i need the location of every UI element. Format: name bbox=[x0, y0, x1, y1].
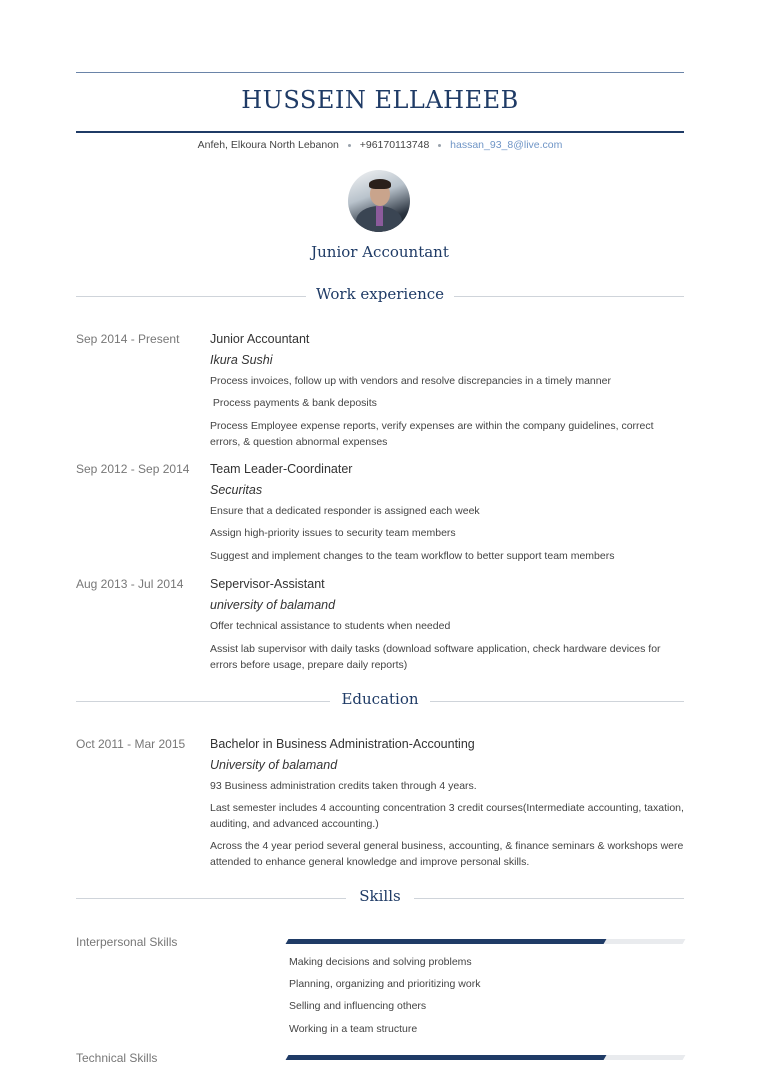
job-org: Ikura Sushi bbox=[210, 353, 273, 367]
section-divider bbox=[414, 898, 684, 899]
section-title-work: Work experience bbox=[315, 285, 445, 303]
job-bullet: Ensure that a dedicated responder is assigned each week bbox=[210, 505, 480, 517]
skill-category: Interpersonal Skills bbox=[76, 935, 178, 949]
skill-level-fill bbox=[286, 939, 606, 944]
education-bullet: Across the 4 year period several general business, accounting, & finance seminars & workshops were attended to enhance general knowledge and improve personal skills. bbox=[210, 840, 684, 868]
skill-item: Working in a team structure bbox=[289, 1023, 418, 1035]
section-title-education: Education bbox=[341, 690, 419, 708]
education-dates: Oct 2011 - Mar 2015 bbox=[76, 737, 186, 751]
separator-dot-icon bbox=[438, 144, 441, 147]
job-bullet: Assist lab supervisor with daily tasks (download software application, check hardware devices for errors before usage, prepare daily reports) bbox=[210, 643, 661, 671]
job-bullet: Process payments & bank deposits bbox=[210, 397, 377, 409]
phone: +96170113748 bbox=[359, 139, 430, 151]
education-bullet: Last semester includes 4 accounting concentration 3 credit courses(Intermediate accounting, taxation, auditing, and advanced accounting.) bbox=[210, 802, 684, 830]
job-dates: Sep 2012 - Sep 2014 bbox=[76, 462, 190, 476]
section-divider bbox=[76, 898, 346, 899]
job-role: Junior Accountant bbox=[210, 332, 310, 346]
education-degree: Bachelor in Business Administration-Accounting bbox=[210, 737, 475, 751]
skill-item: Planning, organizing and prioritizing work bbox=[289, 978, 481, 990]
job-org: university of balamand bbox=[210, 598, 336, 612]
job-dates: Sep 2014 - Present bbox=[76, 332, 180, 346]
name-underline bbox=[76, 131, 684, 133]
contact-line bbox=[0, 139, 760, 151]
skill-level-bar bbox=[286, 939, 686, 944]
section-divider bbox=[76, 296, 306, 297]
job-role: Team Leader-Coordinater bbox=[210, 462, 353, 476]
skill-item: Making decisions and solving problems bbox=[289, 956, 472, 968]
job-org: Securitas bbox=[210, 483, 263, 497]
education-bullet: 93 Business administration credits taken through 4 years. bbox=[210, 780, 477, 792]
email-link[interactable]: hassan_93_8@live.com bbox=[450, 139, 563, 151]
address: Anfeh, Elkoura North Lebanon bbox=[197, 139, 339, 151]
job-bullet: Process invoices, follow up with vendors and resolve discrepancies in a timely manner bbox=[210, 375, 611, 387]
section-divider bbox=[454, 296, 684, 297]
job-title: Junior Accountant bbox=[311, 243, 449, 261]
section-title-skills: Skills bbox=[359, 887, 401, 905]
job-role: Sepervisor-Assistant bbox=[210, 577, 325, 591]
job-bullet: Assign high-priority issues to security team members bbox=[210, 527, 456, 539]
job-dates: Aug 2013 - Jul 2014 bbox=[76, 577, 184, 591]
section-divider bbox=[76, 701, 330, 702]
candidate-name: HUSSEIN ELLAHEEB bbox=[241, 86, 519, 114]
job-bullet: Process Employee expense reports, verify expenses are within the company guidelines, correct errors, & question abnormal expenses bbox=[210, 420, 654, 448]
avatar bbox=[348, 170, 410, 232]
skill-level-fill bbox=[286, 1055, 606, 1060]
skill-level-bar bbox=[286, 1055, 686, 1060]
top-rule bbox=[76, 72, 684, 73]
skill-category: Technical Skills bbox=[76, 1051, 158, 1065]
skill-item: Selling and influencing others bbox=[289, 1000, 427, 1012]
education-school: University of balamand bbox=[210, 758, 338, 772]
job-bullet: Suggest and implement changes to the team workflow to better support team members bbox=[210, 550, 615, 562]
section-divider bbox=[430, 701, 684, 702]
job-bullet: Offer technical assistance to students when needed bbox=[210, 620, 451, 632]
separator-dot-icon bbox=[348, 144, 351, 147]
